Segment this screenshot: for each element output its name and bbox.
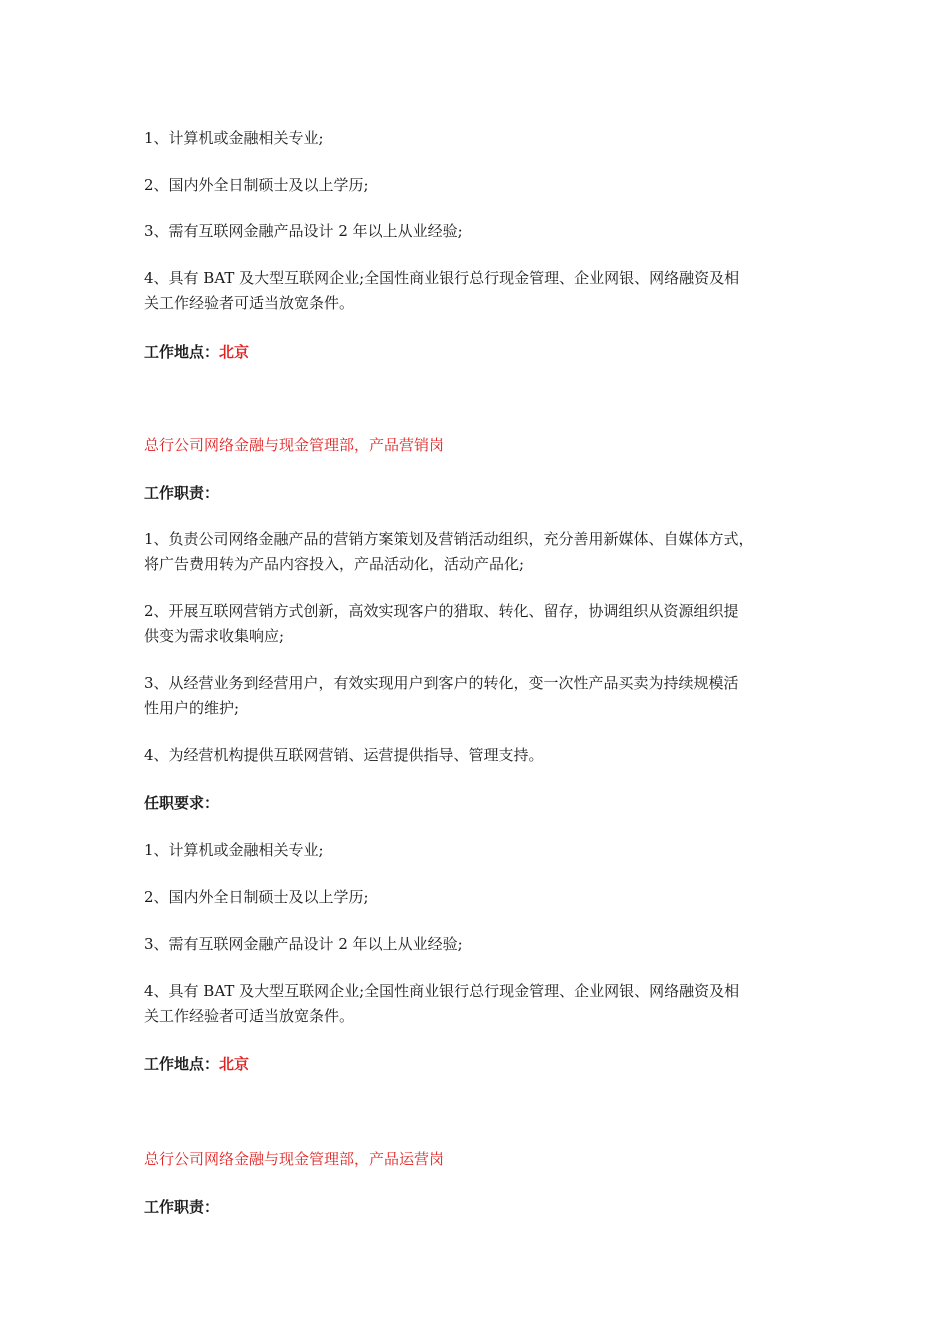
- requirement-item: 4、具有 BAT 及大型互联网企业;全国性商业银行总行现金管理、企业网银、网络融资及相: [144, 269, 740, 287]
- requirement-item: 3、需有互联网金融产品设计 2 年以上从业经验;: [144, 935, 463, 953]
- duty-item: 4、为经营机构提供互联网营销、运营提供指导、管理支持。: [144, 746, 544, 764]
- requirement-item: 4、具有 BAT 及大型互联网企业;全国性商业银行总行现金管理、企业网银、网络融资及相: [144, 982, 740, 1000]
- duty-item-continued: 供变为需求收集响应;: [144, 627, 285, 645]
- requirement-item-continued: 关工作经验者可适当放宽条件。: [144, 294, 355, 312]
- job-title: 总行公司网络金融与现金管理部，产品运营岗: [144, 1150, 445, 1168]
- requirement-item: 3、需有互联网金融产品设计 2 年以上从业经验;: [144, 222, 463, 240]
- duty-item: 3、从经营业务到经营用户，有效实现用户到客户的转化，变一次性产品买卖为持续规模活: [144, 674, 739, 692]
- work-location-value: 北京: [219, 1055, 250, 1073]
- duty-item: 2、开展互联网营销方式创新，高效实现客户的猎取、转化、留存，协调组织从资源组织提: [144, 602, 739, 620]
- requirement-item: 2、国内外全日制硕士及以上学历;: [144, 888, 369, 906]
- requirement-item: 1、计算机或金融相关专业;: [144, 841, 324, 859]
- duty-item-continued: 将广告费用转为产品内容投入，产品活动化，活动产品化;: [144, 555, 525, 573]
- duty-item-continued: 性用户的维护;: [144, 699, 240, 717]
- job-title: 总行公司网络金融与现金管理部，产品营销岗: [144, 436, 445, 454]
- work-location-label: 工作地点：: [144, 1055, 220, 1073]
- work-location-value: 北京: [219, 343, 250, 361]
- requirement-item: 2、国内外全日制硕士及以上学历;: [144, 176, 369, 194]
- requirement-item: 1、计算机或金融相关专业;: [144, 129, 324, 147]
- work-location-label: 工作地点：: [144, 343, 220, 361]
- work-location: [144, 1053, 249, 1075]
- duties-heading: 工作职责：: [144, 484, 220, 502]
- duty-item: 1、负责公司网络金融产品的营销方案策划及营销活动组织，充分善用新媒体、自媒体方式，: [144, 530, 754, 548]
- requirements-heading: 任职要求：: [144, 794, 220, 812]
- duties-heading: 工作职责：: [144, 1198, 220, 1216]
- work-location: [144, 341, 249, 363]
- requirement-item-continued: 关工作经验者可适当放宽条件。: [144, 1007, 355, 1025]
